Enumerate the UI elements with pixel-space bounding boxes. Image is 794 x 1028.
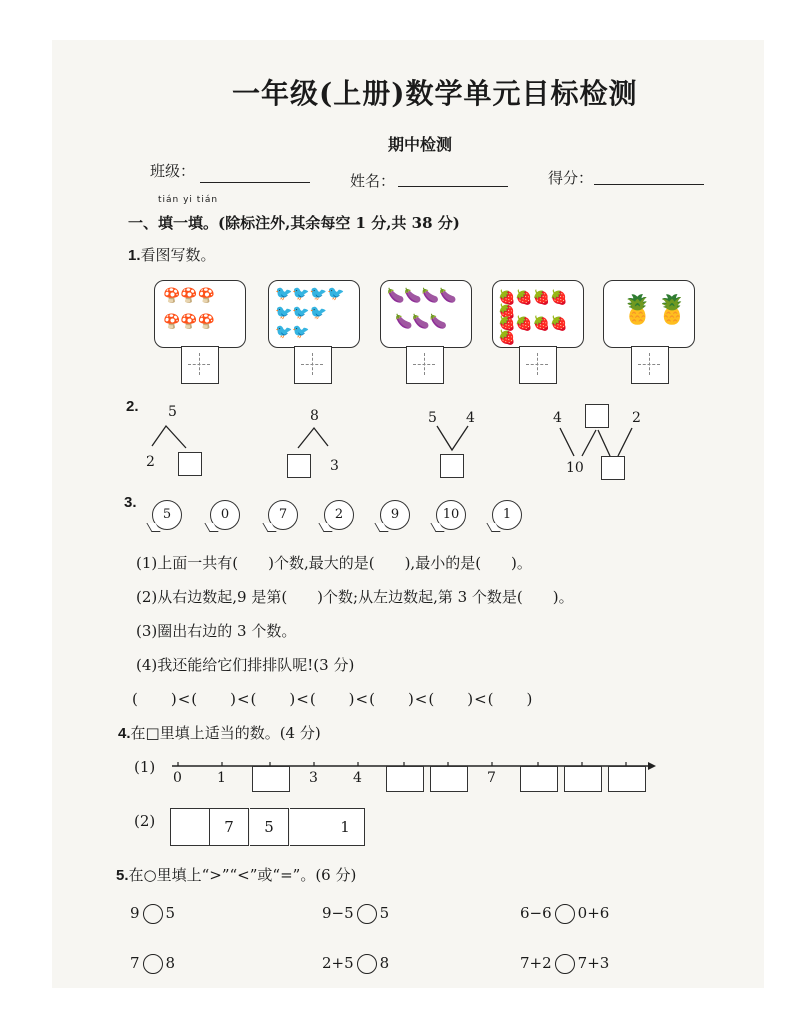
q2-number: 2.	[126, 398, 139, 415]
comparison	[520, 904, 609, 924]
bird-icon: 🐦🐦🐦	[275, 305, 328, 321]
number-bubble[interactable]: 0	[210, 500, 240, 530]
comparison	[130, 904, 175, 924]
compare-circle[interactable]	[555, 954, 575, 974]
eggplant-icon: 🍆🍆🍆	[395, 314, 448, 330]
section-heading: 一、填一填。(除标注外,其余每空 1 分,共 38 分)	[128, 214, 460, 232]
number-line-box[interactable]	[608, 766, 646, 792]
comparison-left: 6−6	[520, 904, 552, 922]
comparison-right: 8	[165, 954, 176, 972]
comparison-right: 8	[379, 954, 390, 972]
mushroom-icon: 🍄🍄🍄	[163, 314, 216, 330]
comparison-right: 5	[379, 904, 390, 922]
comparison-left: 7	[130, 954, 140, 972]
score-label: 得分：	[548, 169, 594, 187]
comparison	[322, 904, 389, 924]
comparison	[130, 954, 175, 974]
strawberry-icon: 🍓🍓🍓🍓🍓	[498, 316, 568, 346]
compare-circle[interactable]	[357, 954, 377, 974]
number-bubble[interactable]: 9	[380, 500, 410, 530]
q5-text: 在○里填上“>”“<”或“=”。(6 分)	[128, 866, 357, 884]
strawberry-icon: 🍓🍓🍓🍓🍓	[498, 290, 568, 320]
number-line-label-0: 0	[173, 770, 182, 786]
number-line-box[interactable]	[252, 766, 290, 792]
tree2-top: 8	[310, 408, 319, 424]
q5-number: 5.	[116, 867, 129, 884]
comparison-left: 7+2	[520, 954, 552, 972]
tree4-left: 4	[553, 410, 562, 426]
comparison-left: 9	[130, 904, 140, 922]
name-label: 姓名：	[350, 172, 396, 190]
comparison-left: 2+5	[322, 954, 354, 972]
q1-number: 1.	[128, 247, 141, 264]
tree3-top-left: 5	[428, 410, 437, 426]
number-line-box[interactable]	[564, 766, 602, 792]
number-bubble[interactable]: 7	[268, 500, 298, 530]
number-line-label-4: 4	[353, 770, 362, 786]
class-label: 班级：	[150, 162, 196, 180]
pineapple-icon: 🍍🍍	[620, 293, 690, 326]
page-subtitle: 期中检测	[388, 135, 453, 154]
q3-number: 3.	[124, 494, 137, 511]
mushroom-icon: 🍄🍄🍄	[163, 288, 216, 304]
number-bubble[interactable]: 2	[324, 500, 354, 530]
compare-circle[interactable]	[357, 904, 377, 924]
number-line-box[interactable]	[520, 766, 558, 792]
q1-text: 看图写数。	[140, 246, 216, 264]
number-bubble[interactable]: 1	[492, 500, 522, 530]
eggplant-icon: 🍆🍆🍆🍆	[387, 288, 457, 304]
sequence-cell: 5	[250, 808, 289, 846]
q3-order-line[interactable]: ( )<( )<( )<( )<( )<( )<( )	[132, 690, 534, 708]
q5-prompt	[116, 864, 356, 885]
q4-sub2-label: (2)	[134, 812, 156, 830]
q3-sub2: (2)从右边数起,9 是第( )个数;从左边数起,第 3 个数是( )。	[136, 588, 574, 606]
q3-sub1: (1)上面一共有( )个数,最大的是( ),最小的是( )。	[136, 554, 532, 572]
number-line-box[interactable]	[386, 766, 424, 792]
number-line-label-1: 1	[217, 770, 226, 786]
section-pinyin: tián yi tián	[158, 195, 219, 205]
tree1-left: 2	[146, 454, 155, 470]
number-line-box[interactable]	[430, 766, 468, 792]
sequence-cell[interactable]	[170, 808, 210, 846]
number-line-label-3: 3	[309, 770, 318, 786]
sequence-cell[interactable]	[290, 808, 329, 846]
bird-icon: 🐦🐦	[275, 324, 310, 340]
q4-text: 在□里填上适当的数。(4 分)	[130, 724, 321, 742]
compare-circle[interactable]	[143, 904, 163, 924]
comparison-right: 0+6	[577, 904, 610, 922]
q3-sub3: (3)圈出右边的 3 个数。	[136, 622, 297, 640]
tree4-bottom-left: 10	[566, 460, 584, 476]
q4-number: 4.	[118, 725, 131, 742]
q3-sub4: (4)我还能给它们排排队呢!(3 分)	[136, 656, 355, 674]
sequence-cell: 7	[210, 808, 249, 846]
comparison-right: 7+3	[577, 954, 610, 972]
comparison-right: 5	[165, 904, 176, 922]
tree1-top: 5	[168, 404, 177, 420]
page-title: 一年级(上册)数学单元目标检测	[232, 77, 638, 110]
bird-icon: 🐦🐦🐦🐦	[275, 286, 345, 302]
tree2-right: 3	[330, 458, 339, 474]
compare-circle[interactable]	[555, 904, 575, 924]
compare-circle[interactable]	[143, 954, 163, 974]
sequence-cell: 1	[326, 808, 365, 846]
number-bubble[interactable]: 5	[152, 500, 182, 530]
q4-sub1-label: (1)	[134, 758, 156, 776]
tree4-right: 2	[632, 410, 641, 426]
comparison	[520, 954, 609, 974]
comparison	[322, 954, 389, 974]
tree3-top-right: 4	[466, 410, 475, 426]
number-line-label-7: 7	[487, 770, 496, 786]
number-bubble[interactable]: 10	[436, 500, 466, 530]
comparison-left: 9−5	[322, 904, 354, 922]
